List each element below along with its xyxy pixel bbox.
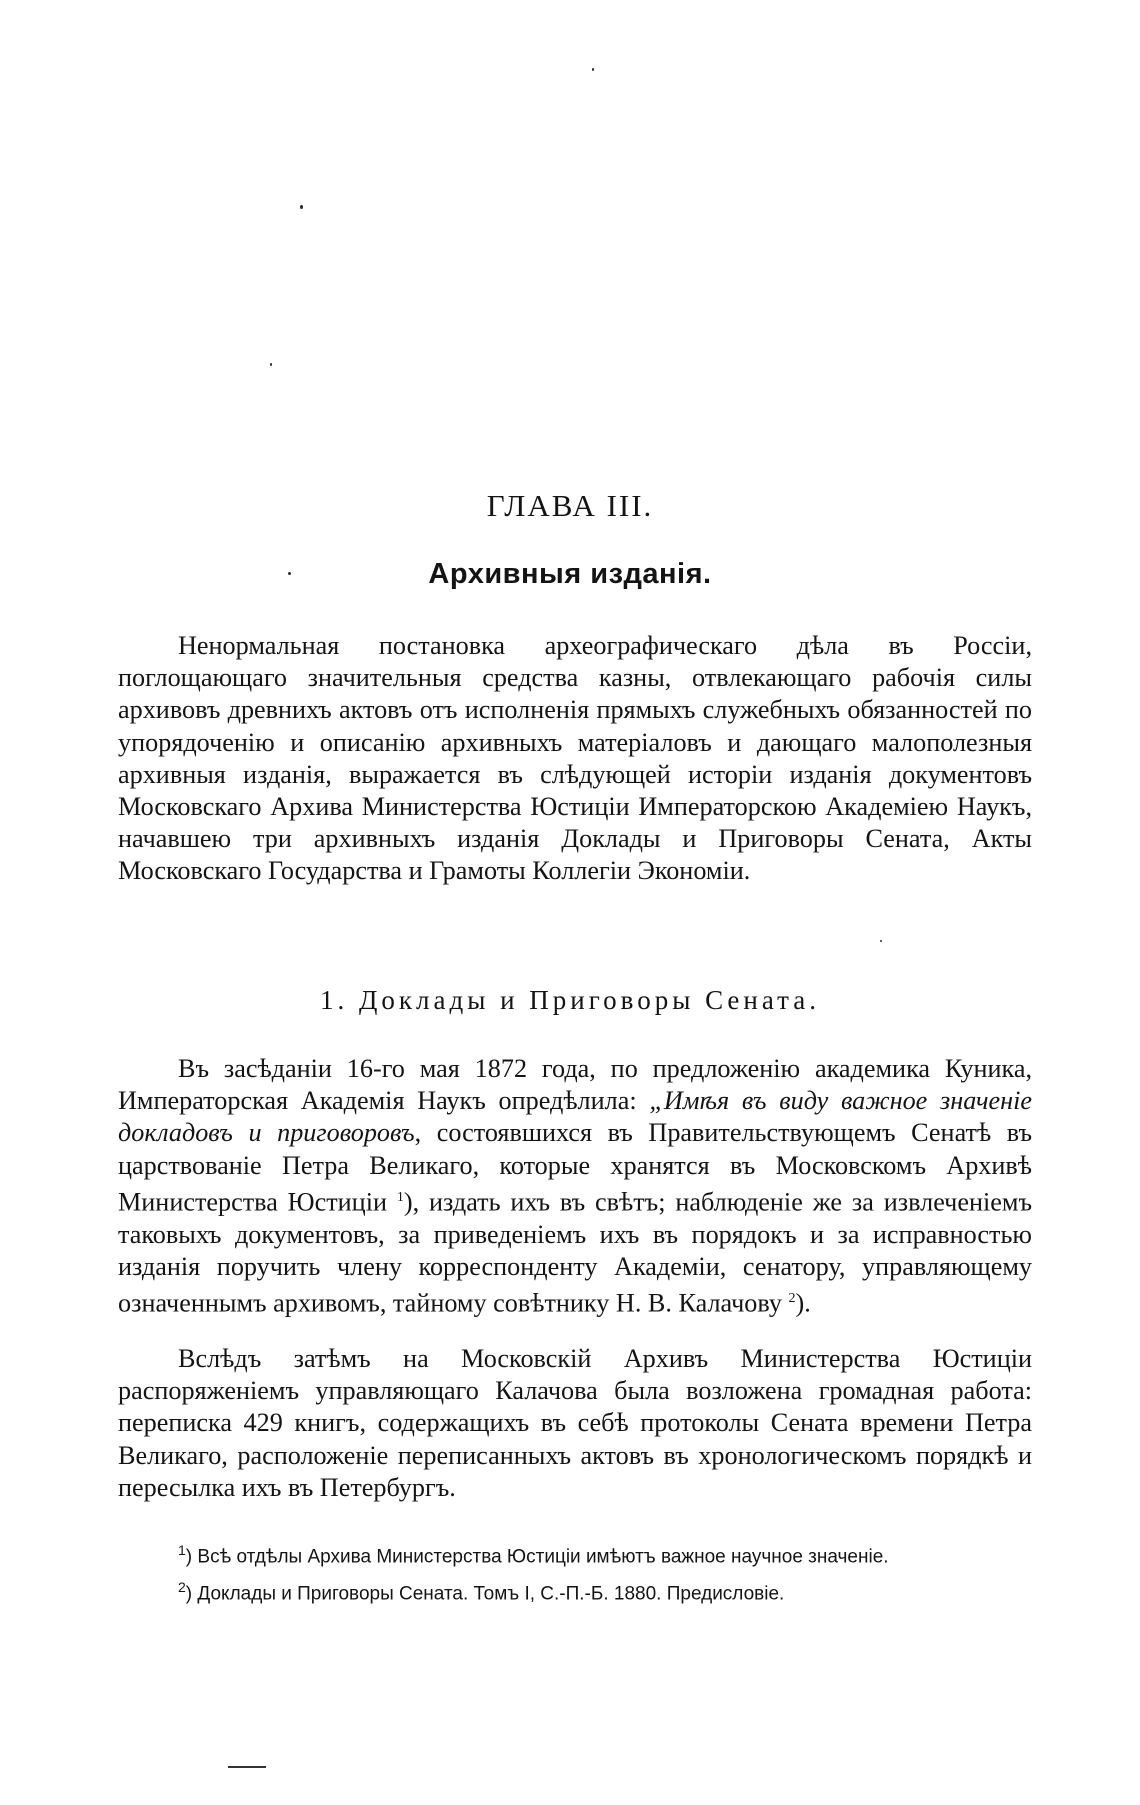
footnote-text: ) Доклады и Приговоры Сената. Томъ I, С.-П.-Б. 1880. Предисловіе. [185,1583,785,1605]
footnote-ref-1: 1 [396,1189,404,1205]
section-heading: 1. Доклады и Приговоры Сената. [319,985,821,1015]
para-text: , состоявшихся въ Правительствующемъ Сенатѣ въ царствованіе Петра Великаго, которые хранятся въ Московскомъ Архивѣ Министерства Юстиціи [118,1118,1032,1217]
body-paragraph-1 [118,1053,1032,1320]
italic-quote: „Имѣя въ виду важное значеніе докладовъ и приговоровъ [118,1086,1032,1148]
footnote-mark: 1 [178,1542,186,1558]
para-text: ). [795,1288,811,1318]
intro-paragraph: Ненормальная постановка археографическаго дѣла въ Россіи, поглощающаго значительныя средства казны, отвлекающаго рабочія силы архивовъ древнихъ актовъ отъ исполненія прямыхъ служебныхъ обязанностей по упорядоченію и описанію архивныхъ матеріаловъ и дающаго малополезныя архивныя изданія, выражается въ слѣдующей исторіи изданія документовъ Московскаго Архива Министерства Юстиціи Императорскою Академіею Наукъ, начавшею три архивныхъ изданія Доклады и Приговоры Сената, Акты Московскаго Государства и Грамоты Коллегіи Экономіи. [118,631,1032,886]
para-text: ), издать ихъ въ свѣтъ; наблюденіе же за извлеченіемъ таковыхъ документовъ, за приведеніемъ ихъ въ порядокъ и за исправностью изданія поручить члену корреспонденту Академіи, сенатору, управляющему означеннымъ архивомъ, тайному совѣтнику Н. В. Калачову [118,1187,1032,1318]
print-speck [300,205,303,209]
footnote-1 [178,1535,1038,1572]
chapter-title: Архивныя изданія. [428,558,712,590]
para-text: Въ засѣданіи 16-го мая 1872 года, по предложенію академика Куника, Императорская Академія Наукъ опредѣлила: [118,1054,1032,1116]
body-paragraph-2: Вслѣдъ затѣмъ на Московскій Архивъ Министерства Юстиціи распоряженіемъ управляющаго Калачова была возложена громадная работа: переписка 429 книгъ, содержащихъ въ себѣ протоколы Сената времени Петра Великаго, расположеніе переписанныхъ актовъ въ хронологическомъ порядкѣ и пересылка ихъ въ Петербургъ. [118,1344,1032,1502]
page-bottom-mark [228,1766,266,1768]
footnote-mark: 2 [178,1579,186,1596]
footnote-ref-2: 2 [788,1291,796,1307]
print-speck [270,363,272,366]
footnotes [178,1535,1038,1610]
footnote-text: ) Всѣ отдѣлы Архива Министерства Юстиціи имѣютъ важное научное значеніе. [185,1546,889,1568]
chapter-heading: ГЛАВА III. [486,488,654,523]
footnote-2 [178,1572,1038,1609]
print-speck [880,940,882,942]
print-speck [592,68,594,71]
